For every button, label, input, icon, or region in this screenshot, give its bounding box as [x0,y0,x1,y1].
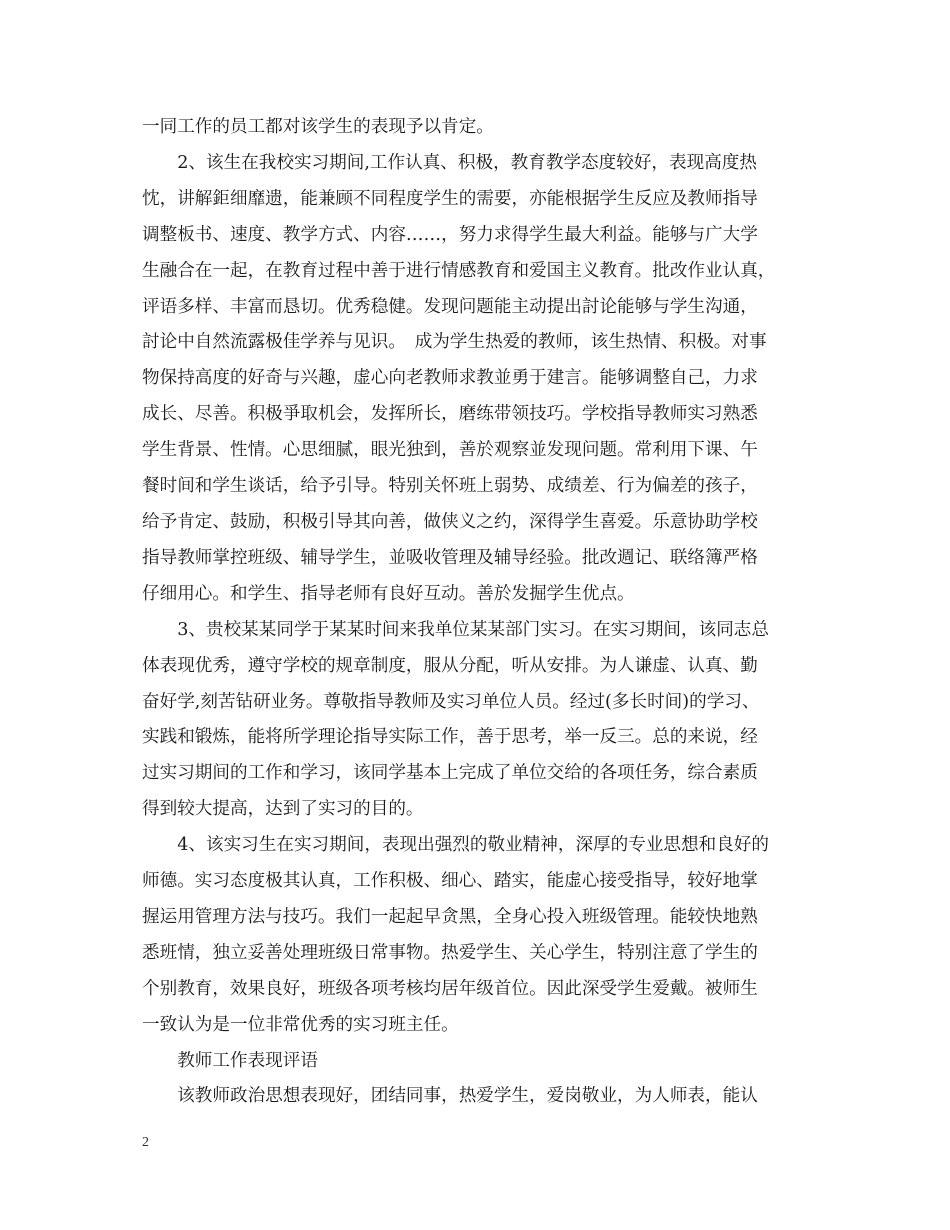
document-body [142,110,814,1115]
text-line: 2、该生在我校实习期间,工作认真、积极，教育教学态度较好，表现高度热 [177,152,757,173]
text-line: 评语多样、丰富而恳切。优秀稳健。发现问题能主动提出討论能够与学生沟通， [142,296,758,317]
text-line: 调整板书、速度、教学方式、内容……，努力求得学生最大利益。能够与广大学 [142,224,758,245]
text-line: 奋好学,刻苦钻研业务。尊敬指导教师及实习单位人员。经过(多长时间)的学习、 [142,691,760,712]
text-line: 指导教师掌控班级、辅导学生，並吸收管理及辅导经验。批改週记、联络簿严格 [142,547,758,568]
text-line: 给予肯定、鼓励，积极引导其向善，做侠义之约，深得学生喜爱。乐意协助学校 [142,511,758,532]
text-line: 3、贵校某某同学于某某时间来我单位某某部门实习。在实习期间，该同志总 [177,619,769,640]
section-heading [142,1044,814,1080]
text-line: 4、该实习生在实习期间，表现出强烈的敬业精神，深厚的专业思想和良好的 [177,835,769,856]
text-line: 生融合在一起，在教育过程中善于进行情感教育和爱国主义教育。批改作业认真， [142,260,776,281]
text-line: 餐时间和学生谈话，给予引导。特别关怀班上弱势、成绩差、行为偏差的孩子， [142,476,758,497]
text-line: 过实习期间的工作和学习，该同学基本上完成了单位交给的各项任务，综合素质 [142,763,758,784]
text-line: 体表现优秀，遵守学校的规章制度，服从分配，听从安排。为人谦虚、认真、勤 [142,655,758,676]
text-line: 一致认为是一位非常优秀的实习班主任。 [142,1014,459,1035]
text-line: 討论中自然流露极佳学养与见识。 成为学生热爱的教师，该生热情、积极。对事 [142,332,767,353]
text-line: 师德。实习态度极其认真，工作积极、细心、踏实，能虚心接受指导，较好地掌 [142,871,758,892]
text-line: 个别教育，效果良好，班级各项考核均居年级首位。因此深受学生爱戴。被师生 [142,978,758,999]
text-line: 悉班情，独立妥善处理班级日常事物。热爱学生、关心学生，特别注意了学生的 [142,942,758,963]
text-line: 得到较大提高，达到了实习的目的。 [142,799,424,820]
text-line: 学生背景、性情。心思细腻，眼光独到，善於观察並发现问题。常利用下课、午 [142,440,758,461]
text-line: 握运用管理方法与技巧。我们一起起早贪黑，全身心投入班级管理。能较快地熟 [142,906,758,927]
paragraph-5 [142,1079,814,1115]
text-line: 物保持高度的好奇与兴趣，虚心向老教师求教並勇于建言。能够调整自己，力求 [142,368,758,389]
text-line: 仔细用心。和学生、指导老师有良好互动。善於发掘学生优点。 [142,583,635,604]
paragraph-3 [142,613,814,828]
paragraph-4 [142,828,814,1043]
text-line: 教师工作表现评语 [177,1050,318,1071]
text-line: 成长、尽善。积极爭取机会，发挥所长，磨练带领技巧。学校指导教师实习熟悉 [142,404,758,425]
text-line: 实践和锻炼，能将所学理论指导实际工作，善于思考，举一反三。总的来说，经 [142,727,758,748]
text-line: 一同工作的员工都对该学生的表现予以肯定。 [142,117,494,137]
page-number: 2 [142,1135,149,1150]
paragraph-1 [142,110,814,146]
paragraph-2 [142,146,814,613]
text-line: 该教师政治思想表现好，团结同事，热爱学生，爱岗敬业，为人师表，能认 [177,1086,758,1107]
text-line: 忱，讲解鉅细靡遗，能兼顾不同程度学生的需要，亦能根据学生反应及教师指导 [142,188,758,209]
